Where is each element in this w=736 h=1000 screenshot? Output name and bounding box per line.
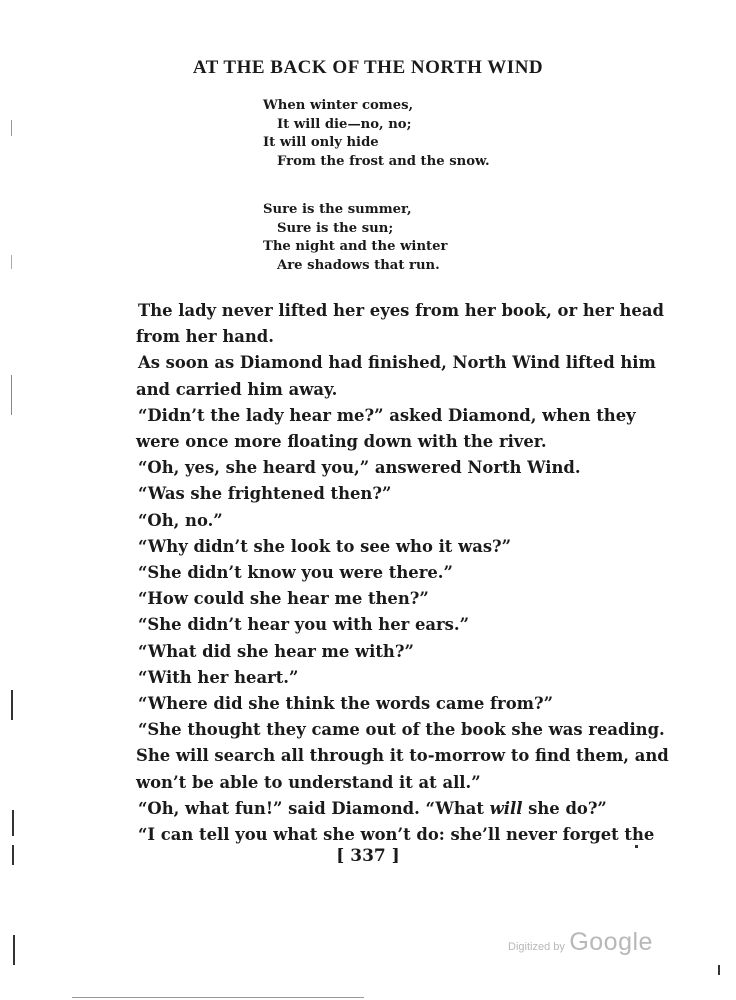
poem-stanza-1 — [263, 97, 490, 171]
prose-line: from her hand. — [136, 327, 274, 347]
verse-line: Are shadows that run. — [277, 257, 440, 273]
prose-line: “Didn’t the lady hear me?” asked Diamond, when they — [138, 405, 636, 425]
verse-line: Sure is the sun; — [277, 220, 394, 236]
bottom-rule — [72, 997, 364, 998]
prose-line: won’t be able to understand it at all.” — [136, 772, 481, 792]
scan-mark — [11, 375, 12, 415]
prose-line: “Oh, yes, she heard you,” answered North Wind. — [138, 458, 581, 478]
running-head: AT THE BACK OF THE NORTH WIND — [192, 57, 544, 78]
scan-mark — [13, 935, 15, 965]
prose-line: “Why didn’t she look to see who it was?” — [138, 536, 512, 556]
scan-mark — [11, 690, 13, 720]
prose-line: “Oh, no.” — [138, 510, 223, 530]
watermark-brand: Google — [569, 928, 653, 956]
verse-line: The night and the winter — [263, 239, 448, 254]
poem-stanza-2 — [263, 201, 447, 275]
scan-mark — [12, 845, 14, 865]
prose-line: “With her heart.” — [138, 667, 299, 687]
scan-mark — [12, 810, 14, 836]
prose-line: “She didn’t know you were there.” — [138, 563, 453, 583]
prose-body — [136, 298, 669, 848]
digitized-watermark — [508, 928, 653, 957]
prose-line: As soon as Diamond had finished, North Wind lifted him — [138, 353, 656, 373]
prose-line: The lady never lifted her eyes from her book, or her head — [138, 301, 664, 320]
prose-line: “She didn’t hear you with her ears.” — [138, 615, 470, 635]
scan-mark — [11, 120, 12, 136]
prose-line: “What did she hear me with?” — [138, 641, 414, 661]
prose-line: were once more floating down with the river. — [136, 432, 547, 452]
verse-line: It will only hide — [263, 135, 379, 150]
verse-line: It will die—no, no; — [277, 116, 412, 132]
watermark-prefix: Digitized by — [508, 941, 565, 953]
prose-line: “Oh, what fun!” said Diamond. “What will she do?” — [138, 798, 607, 818]
verse-line: When winter comes, — [263, 98, 414, 113]
prose-line: “She thought they came out of the book she was reading. — [138, 720, 665, 740]
emphasis: will — [489, 798, 523, 818]
verse-line: From the frost and the snow. — [277, 153, 490, 169]
prose-line: “Where did she think the words came from?” — [138, 694, 554, 714]
prose-line: “Was she frightened then?” — [138, 484, 392, 504]
scan-mark — [635, 845, 638, 848]
prose-line: She will search all through it to-morrow to find them, and — [136, 746, 669, 766]
page-number: [ 337 ] — [336, 846, 400, 866]
prose-line: “I can tell you what she won’t do: she’ll never forget the — [138, 825, 655, 845]
prose-line: and carried him away. — [136, 379, 338, 399]
prose-line: “How could she hear me then?” — [138, 589, 429, 609]
scan-mark — [718, 965, 720, 975]
verse-line: Sure is the summer, — [263, 202, 412, 217]
scan-mark — [11, 255, 12, 269]
